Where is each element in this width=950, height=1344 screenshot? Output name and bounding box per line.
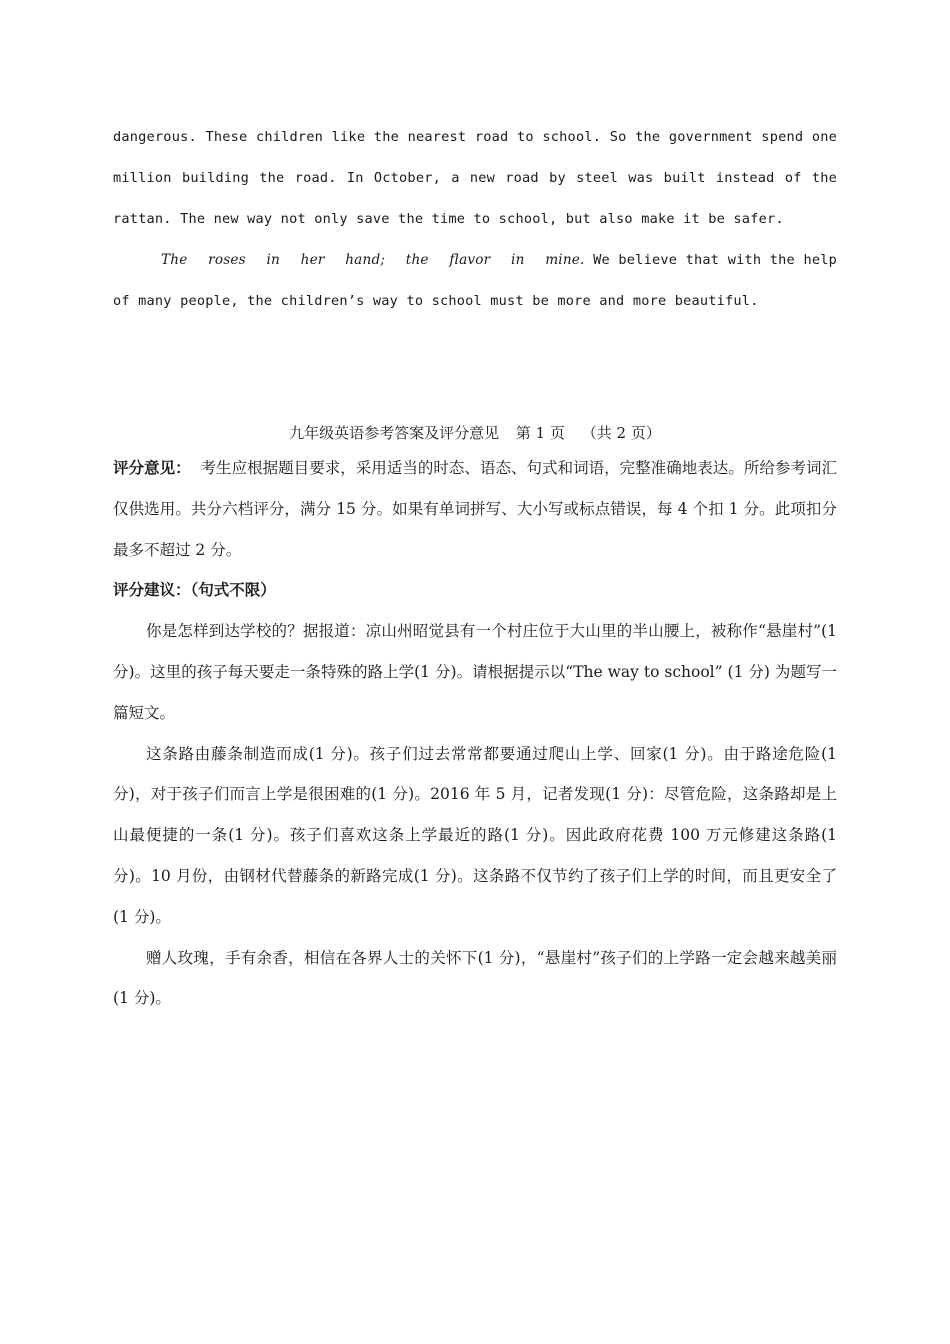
reference-paragraph-2: 这条路由藤条制造而成(1 分)。孩子们过去常常都要通过爬山上学、回家(1 分)。由于路途危险(1 分)，对于孩子们而言上学是很困难的(1 分)。2016 年 5 月，记者发现(1 分)：尽管危险，这条路却是上山最便捷的一条(1 分)。孩子们喜欢这条上学最近的路(1 分)。因此政府花费 100 万元修建这条路(1 分)。10 月份，由钢材代替藤条的新路完成(1 分)。这条路不仅节约了孩子们上学的时间，而且更安全了(1 分)。 bbox=[113, 744, 837, 926]
english-essay bbox=[113, 117, 837, 322]
reference-paragraph-1: 你是怎样到达学校的？据报道：凉山州昭觉县有一个村庄位于大山里的半山腰上，被称作“悬崖村”(1 分)。这里的孩子每天要走一条特殊的路上学(1 分)。请根据提示以“The way to school” (1 分) 为题写一篇短文。 bbox=[113, 622, 837, 722]
footer-total-pages: （共 2 页） bbox=[581, 424, 661, 442]
page-footer bbox=[113, 422, 837, 443]
english-quote: The roses in her hand; the flavor in mine. bbox=[161, 252, 585, 268]
footer-page-number: 第 1 页 bbox=[515, 424, 565, 442]
grading-opinion-text: 考生应根据题目要求，采用适当的时态、语态、句式和词语，完整准确地表达。所给参考词汇仅供选用。共分六档评分，满分 15 分。如果有单词拼写、大小写或标点错误，每 4 个扣 1 分。此项扣分最多不超过 2 分。 bbox=[113, 459, 837, 559]
grading-suggestion-label: 评分建议：（句式不限） bbox=[113, 581, 276, 600]
english-paragraph-2-text: We believe that with the help of many people, the children’s way to school must be more and more beautiful. bbox=[113, 252, 837, 309]
english-paragraph-2 bbox=[113, 240, 837, 322]
english-paragraph-1: dangerous. These children like the nearest road to school. So the government spend one million building the road. In October, a new road by steel was built instead of the rattan. The new way not only save the time to school, but also make it be safer. bbox=[113, 129, 837, 227]
grading-opinion bbox=[113, 448, 837, 570]
grading-opinion-label: 评分意见： bbox=[113, 459, 191, 477]
reference-paragraph-3: 赠人玫瑰，手有余香，相信在各界人士的关怀下(1 分)，“悬崖村”孩子们的上学路一定会越来越美丽(1 分)。 bbox=[113, 948, 837, 1008]
footer-title: 九年级英语参考答案及评分意见 bbox=[289, 424, 500, 442]
grading-section bbox=[113, 448, 837, 1019]
